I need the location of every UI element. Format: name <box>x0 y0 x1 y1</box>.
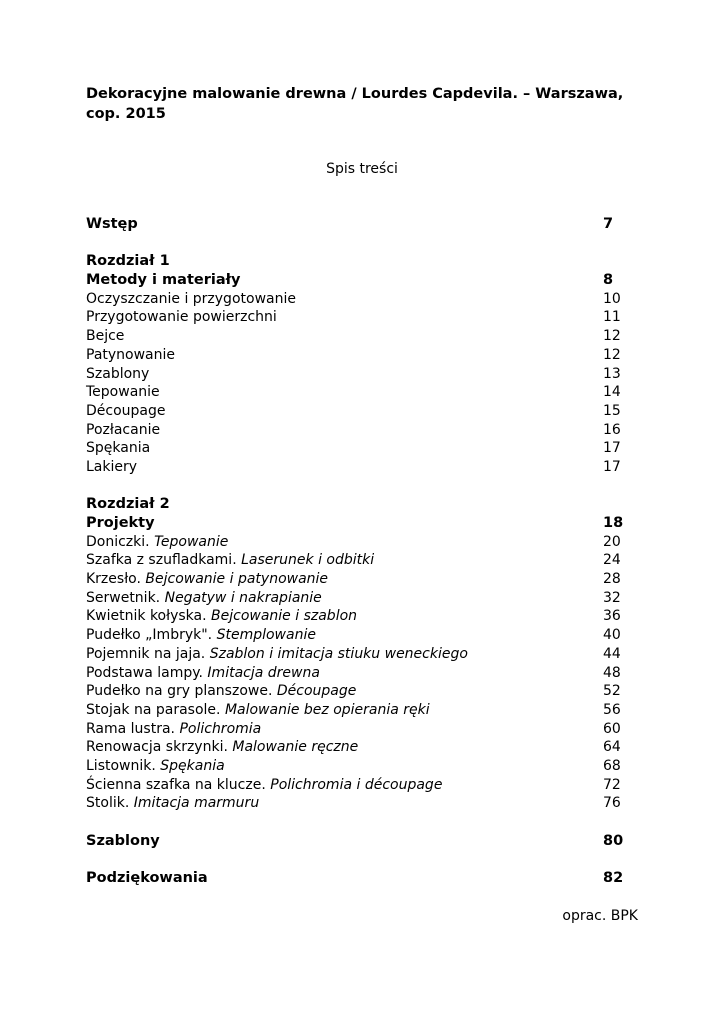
toc-entry-page-number: 32 <box>603 589 621 606</box>
toc-entry-label: Przygotowanie powierzchni <box>86 309 277 326</box>
toc-entry-page-number: 48 <box>603 664 621 681</box>
toc-entry-technique: Malowanie bez opierania ręki <box>224 701 430 718</box>
toc-entry-page-number: 60 <box>603 720 621 737</box>
toc-entry-page-number: 80 <box>603 832 624 849</box>
toc-entry-page-number: 52 <box>603 683 621 700</box>
toc-entry-label: Rama lustra. <box>86 720 180 737</box>
toc-entry-label: Stolik. <box>86 795 134 812</box>
toc-entry-label: Serwetnik. <box>86 589 165 606</box>
toc-entry-label: Wstęp <box>86 216 138 232</box>
toc-entry-label: Oczyszczanie i przygotowanie <box>86 290 296 307</box>
toc-entry <box>86 215 622 234</box>
toc-entry <box>86 533 622 552</box>
toc-entry-label: Pozłacanie <box>86 421 161 438</box>
toc-entry-page-number: 18 <box>603 515 624 531</box>
toc-entry-technique: Spękania <box>160 757 225 774</box>
toc-entry-label: Lakiery <box>86 458 138 475</box>
toc-entry-label: Projekty <box>86 515 155 531</box>
toc-entry <box>86 439 622 458</box>
toc-entry-label: Doniczki. <box>86 533 155 550</box>
document-title: Dekoracyjne malowanie drewna / Lourdes Capdevila. – Warszawa, cop. 2015 <box>86 86 624 122</box>
toc-entry-label: Découpage <box>86 402 166 419</box>
toc-entry-label: Szablony <box>86 365 150 382</box>
toc-entry-page-number: 44 <box>603 645 621 662</box>
toc-entry <box>86 645 622 664</box>
toc-entry-page-number: 64 <box>603 739 621 756</box>
toc-entry-label: Krzesło. <box>86 571 146 588</box>
toc-entry-technique: Bejcowanie i patynowanie <box>145 571 329 588</box>
toc-entry-technique: Stemplowanie <box>216 627 316 644</box>
footer-credit: oprac. BPK <box>562 908 638 924</box>
toc-entry <box>86 271 622 290</box>
toc-entry-page-number: 14 <box>603 384 621 401</box>
toc-entry-label: Szablony <box>86 832 160 849</box>
toc-entry <box>86 607 622 626</box>
toc-entry <box>86 308 622 327</box>
toc-entry-technique: Polichromia i découpage <box>270 776 443 793</box>
toc-entry-label: Podziękowania <box>86 870 208 887</box>
toc-entry-page-number: 13 <box>603 365 621 382</box>
toc-entry-technique: Malowanie ręczne <box>232 739 359 756</box>
toc-entry-technique: Bejcowanie i szablon <box>211 608 358 625</box>
toc-entry-page-number: 17 <box>603 458 621 475</box>
toc-entry <box>86 794 622 813</box>
toc-entry-technique: Découpage <box>276 683 357 700</box>
toc-entry <box>86 514 622 533</box>
toc-entry-technique: Laserunek i odbitki <box>241 552 375 569</box>
toc-entry-page-number: 8 <box>603 272 614 289</box>
toc-entry-label: Bejce <box>86 328 125 345</box>
toc-entry <box>86 570 622 589</box>
toc-entry-technique: Imitacja drewna <box>207 664 320 681</box>
toc-entry <box>86 551 622 570</box>
toc-entry-page-number: 68 <box>603 757 621 774</box>
toc-entry <box>86 738 622 757</box>
toc-entry <box>86 776 622 795</box>
toc-entry <box>86 327 622 346</box>
toc-entry-page-number: 76 <box>603 795 621 812</box>
toc-entry-technique: Imitacja marmuru <box>133 795 260 812</box>
toc-entry <box>86 252 622 271</box>
toc-entry-label: Pudełko „Imbryk". <box>86 627 217 644</box>
toc-entry-page-number: 17 <box>603 440 621 457</box>
toc-entry <box>86 757 622 776</box>
toc-heading: Spis treści <box>326 161 398 177</box>
toc-entry <box>86 682 622 701</box>
toc-entry <box>86 402 622 421</box>
toc-entry <box>86 869 622 888</box>
toc-entry-page-number: 12 <box>603 328 621 345</box>
toc-entry-technique: Szablon i imitacja stiuku weneckiego <box>209 645 468 662</box>
toc-entry-technique: Tepowanie <box>154 533 229 550</box>
toc-entry-technique: Polichromia <box>179 720 262 737</box>
toc-entry-page-number: 72 <box>603 776 621 793</box>
toc-entry-page-number: 10 <box>603 290 621 307</box>
toc-entry-label: Ścienna szafka na klucze. <box>86 776 271 793</box>
toc-entry <box>86 495 622 514</box>
toc-entry <box>86 701 622 720</box>
toc-entry-label: Podstawa lampy. <box>86 664 208 681</box>
toc-entry-page-number: 12 <box>603 346 621 363</box>
toc-entry-page-number: 15 <box>603 402 621 419</box>
table-of-contents <box>86 215 622 888</box>
toc-entry-page-number: 36 <box>603 608 621 625</box>
toc-entry-page-number: 20 <box>603 533 621 550</box>
toc-entry-label: Rozdział 1 <box>86 253 170 270</box>
toc-entry <box>86 832 622 851</box>
toc-entry <box>86 720 622 739</box>
toc-entry-page-number: 82 <box>603 870 624 887</box>
toc-entry <box>86 589 622 608</box>
toc-entry <box>86 346 622 365</box>
toc-entry <box>86 383 622 402</box>
toc-entry <box>86 421 622 440</box>
toc-entry-label: Metody i materiały <box>86 272 241 289</box>
toc-entry-page-number: 56 <box>603 701 621 718</box>
toc-entry-label: Pudełko na gry planszowe. <box>86 683 277 700</box>
toc-entry-page-number: 28 <box>603 571 621 588</box>
toc-entry-label: Patynowanie <box>86 346 176 363</box>
toc-entry-page-number: 40 <box>603 627 621 644</box>
toc-entry-page-number: 11 <box>603 309 621 326</box>
toc-entry-page-number: 7 <box>603 216 614 232</box>
toc-entry-label: Szafka z szufladkami. <box>86 552 242 569</box>
toc-entry <box>86 290 622 309</box>
toc-entry-technique: Negatyw i nakrapianie <box>164 589 322 606</box>
toc-entry <box>86 458 622 477</box>
toc-entry-label: Stojak na parasole. <box>86 701 225 718</box>
toc-entry-page-number: 16 <box>603 421 621 438</box>
toc-entry-label: Pojemnik na jaja. <box>86 645 210 662</box>
toc-entry-page-number: 24 <box>603 552 621 569</box>
toc-entry-label: Spękania <box>86 440 151 457</box>
toc-entry <box>86 626 622 645</box>
toc-entry-label: Rozdział 2 <box>86 496 170 513</box>
toc-entry-label: Listownik. <box>86 757 161 774</box>
toc-entry <box>86 664 622 683</box>
toc-entry-label: Renowacja skrzynki. <box>86 739 233 756</box>
toc-entry-label: Tepowanie <box>86 384 160 401</box>
toc-entry-label: Kwietnik kołyska. <box>86 608 212 625</box>
toc-entry <box>86 365 622 384</box>
